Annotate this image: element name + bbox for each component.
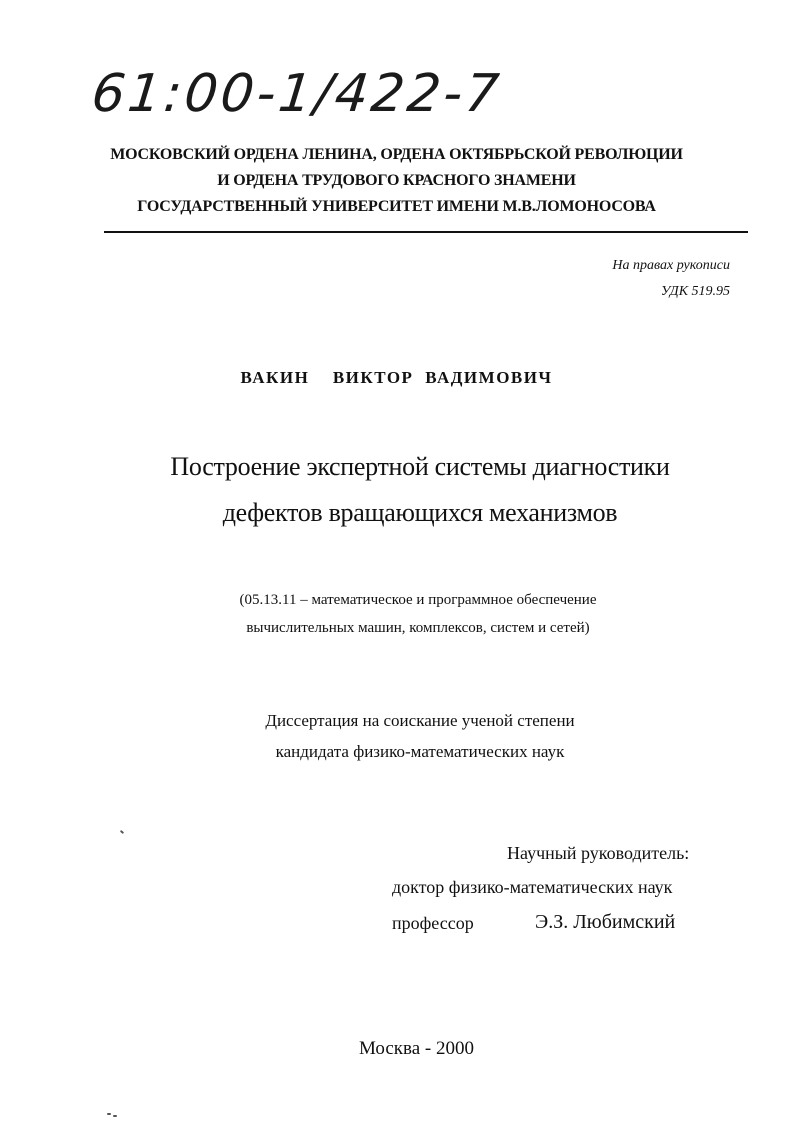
author-name: ВАКИН ВИКТОР ВАДИМОВИЧ (240, 368, 553, 387)
dissertation-title (0, 444, 793, 536)
specialty-line-1: (05.13.11 – математическое и программное обеспечение (239, 592, 597, 608)
scan-speck (120, 830, 124, 834)
specialty-line-2: вычислительных машин, комплексов, систем и сетей) (246, 620, 590, 636)
supervisor-heading: Научный руководитель: (507, 843, 690, 863)
degree-line-2: кандидата физико-математических наук (275, 742, 565, 761)
institution-line-1: МОСКОВСКИЙ ОРДЕНА ЛЕНИНА, ОРДЕНА ОКТЯБРЬСКОЙ РЕВОЛЮЦИИ (110, 146, 683, 163)
header-divider (104, 231, 748, 233)
specialty-code (0, 586, 793, 642)
supervisor-degree: доктор физико-математических наук (392, 877, 673, 897)
supervisor-name: Э.З. Любимский (535, 911, 676, 933)
supervisor-title: профессор (392, 913, 474, 933)
institution-line-2: И ОРДЕНА ТРУДОВОГО КРАСНОГО ЗНАМЕНИ (217, 172, 576, 189)
degree-line-1: Диссертация на соискание ученой степени (265, 711, 575, 730)
manuscript-rights: На правах рукописи (612, 258, 730, 273)
udk-code: УДК 519.95 (660, 284, 730, 299)
institution-header (0, 142, 793, 220)
rights-block (612, 253, 730, 305)
institution-line-3: ГОСУДАРСТВЕННЫЙ УНИВЕРСИТЕТ ИМЕНИ М.В.ЛОМОНОСОВА (137, 198, 656, 215)
scan-speck (113, 1115, 117, 1117)
city-year: Москва - 2000 (358, 1038, 475, 1059)
title-line-2: дефектов вращающихся механизмов (222, 498, 618, 527)
scan-speck (107, 1113, 111, 1115)
degree-statement (0, 705, 793, 767)
title-line-1: Построение экспертной системы диагностики (170, 452, 670, 481)
archive-mark: 61:00-1/422-7 (88, 64, 505, 124)
